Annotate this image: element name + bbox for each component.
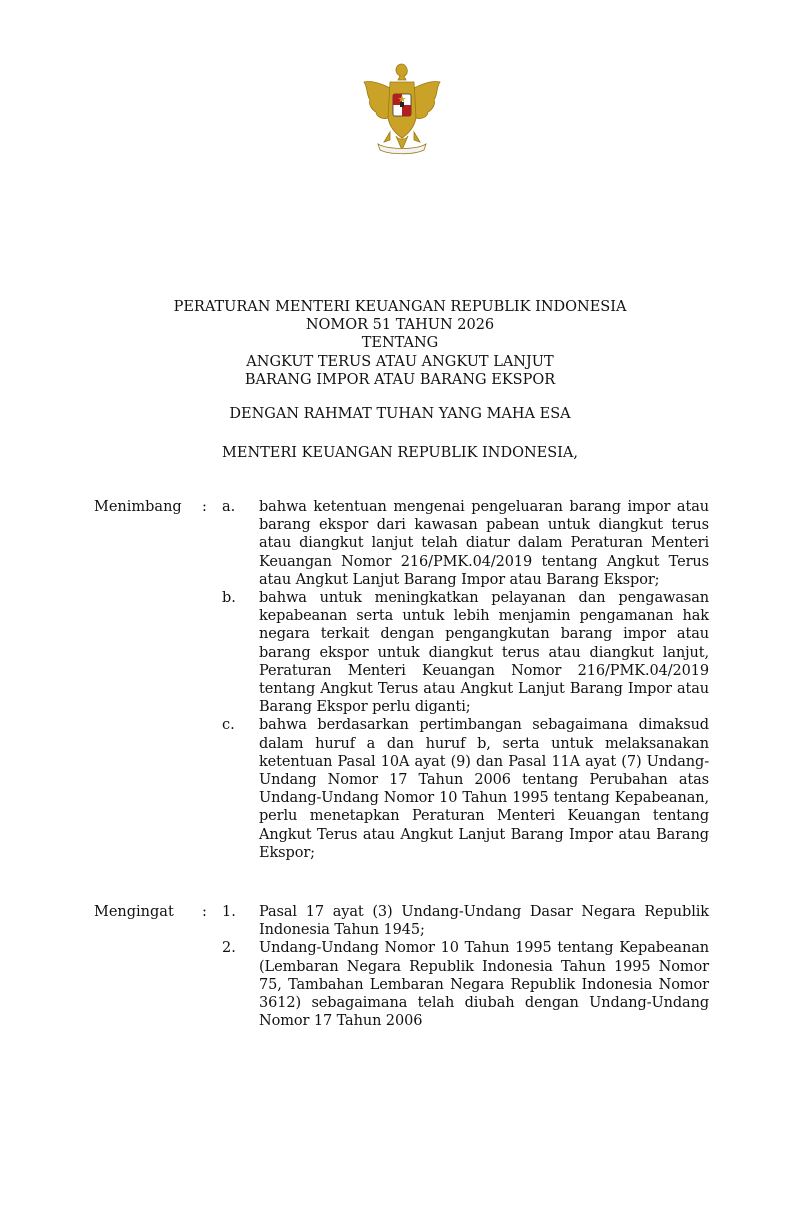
regulation-title (0, 298, 800, 389)
list-item (0, 716, 800, 862)
item-marker: b. (222, 590, 236, 607)
item-text: bahwa untuk meningkatkan pelayanan dan pengawasan kepabeanan serta untuk lebih menjamin pengamanan hak negara terkait dengan pengangkutan barang impor atau barang ekspor untuk diangkut terus atau diangkut lanjut, Peraturan Menteri Keuangan Nomor 216/PMK.04/2019 tentang Angkut Terus atau Angkut Lanjut Barang Impor atau Barang Ekspor perlu diganti; (259, 590, 709, 716)
title-line: PERATURAN MENTERI KEUANGAN REPUBLIK INDONESIA (173, 299, 627, 315)
title-line: ANGKUT TERUS ATAU ANGKUT LANJUT (246, 353, 554, 370)
title-line: BARANG IMPOR ATAU BARANG EKSPOR (244, 371, 556, 388)
item-text: Undang-Undang Nomor 10 Tahun 1995 tentang Kepabeanan (Lembaran Negara Republik Indonesia Tahun 1995 Nomor 75, Tambahan Lembaran Negara Republik Indonesia Nomor 3612) sebagaimana telah diubah dengan Undang-Undang Nomor 17 Tahun 2006 (259, 940, 709, 1030)
section-colon: : (202, 904, 207, 920)
section-label: Menimbang (94, 499, 182, 515)
list-item (0, 903, 800, 939)
section-label: Mengingat (94, 904, 174, 920)
item-marker: c. (222, 717, 235, 734)
item-marker: a. (222, 499, 236, 515)
item-text: bahwa ketentuan mengenai pengeluaran barang impor atau barang ekspor dari kawasan pabean untuk diangkut terus atau diangkut lanjut telah diatur dalam Peraturan Menteri Keuangan Nomor 216/PMK.04/2019 tentang Angkut Terus atau Angkut Lanjut Barang Impor atau Barang Ekspor; (259, 499, 709, 588)
mengingat-section (0, 903, 800, 1030)
title-line: NOMOR 51 TAHUN 2026 (305, 317, 495, 334)
garuda-emblem-icon (360, 58, 444, 162)
section-colon: : (202, 499, 207, 515)
item-marker: 2. (222, 940, 236, 957)
item-text: Pasal 17 ayat (3) Undang-Undang Dasar Negara Republik Indonesia Tahun 1945; (259, 904, 709, 939)
list-item (0, 498, 800, 589)
list-item (0, 589, 800, 716)
title-line: TENTANG (361, 335, 439, 352)
item-marker: 1. (222, 904, 236, 920)
menimbang-section (0, 498, 800, 862)
list-item (0, 939, 800, 1030)
minister-heading: MENTERI KEUANGAN REPUBLIK INDONESIA, (222, 445, 578, 461)
item-text: bahwa berdasarkan pertimbangan sebagaimana dimaksud dalam huruf a dan huruf b, serta untuk melaksanakan ketentuan Pasal 10A ayat (9) dan Pasal 11A ayat (7) Undang-Undang Nomor 17 Tahun 2006 tentang Perubahan atas Undang-Undang Nomor 10 Tahun 1995 tentang Kepabeanan, perlu menetapkan Peraturan Menteri Keuangan tentang Angkut Terus atau Angkut Lanjut Barang Impor atau Barang Ekspor; (259, 717, 709, 861)
opening-phrase: DENGAN RAHMAT TUHAN YANG MAHA ESA (229, 406, 571, 422)
